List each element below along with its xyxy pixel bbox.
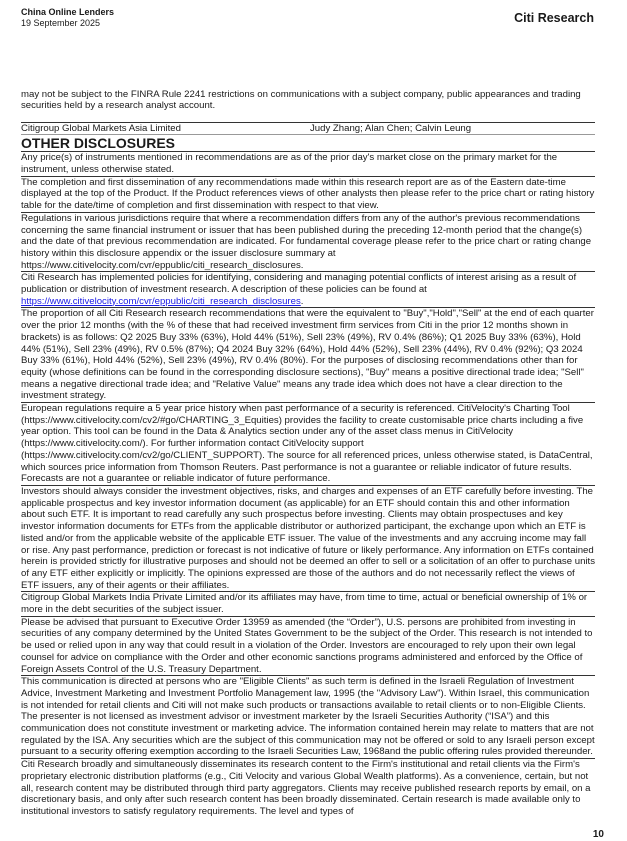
paragraph-text: Please be advised that pursuant to Executive Order 13959 as amended (the “Order”), U.S. persons are prohibited from investing in securities of any company determined by the United States Government to be the subject of the Order. This research is not intended to be used or relied upon in any way that could result in a violation of the Order. Investors are encouraged to rely upon their own legal counsel for advice on compliance with the Order and other economic sanctions programs administered and enforced by the Office of Foreign Assets Control of the U.S. Treasury Department.: [21, 616, 593, 675]
lead-text: may not be subject to the FINRA Rule 2241 restrictions on communications with a subject company, public appearances and trading securities held by a research analyst account.: [21, 88, 581, 112]
entity-row: [21, 123, 595, 136]
disclosure-paragraph: [21, 486, 595, 592]
paragraph-text: European regulations require a 5 year price history when past performance of a security is referenced. CitiVelocity's Charting Tool (https://www.citivelocity.com/cv2/#go/CHARTING_3_Equities) provides the facility to create customisable price charts including a five year option. This tool can be found in the Data & Analytics section under any of the asset class menus in CitiVelocity (https://www.citivelocity.com/). For further information contact CitiVelocity support (https://www.citivelocity.com/cv2/go/CLIENT_SUPPORT). The source for all referenced prices, unless otherwise stated, is DataCentral, which sources price information from Thomson Reuters. Past performance is not a guarantee or reliable indicator of future results. Forecasts are not a guarantee or reliable indicator of future performance.: [21, 403, 593, 485]
disclosure-paragraph: [21, 152, 595, 176]
report-title: China Online Lenders: [21, 7, 115, 17]
page-number: 10: [592, 829, 604, 840]
disclosure-paragraph: [21, 213, 595, 273]
paragraph-text: The proportion of all Citi Research research recommendations that were the equivalent to "Buy","Hold","Sell" at the end of each quarter over the prior 12 months (with the % of these that had received investment firm services from Citi in the prior 12 months shown in brackets) is as follows: Q2 2025 Buy 33% (63%), Hold 44% (51%), Sell 23% (49%), RV 0.4% (86%); Q1 2025 Buy 33% (63%), Hold 44% (51%), Sell 23% (49%), RV 0.5% (87%); Q4 2024 Buy 32% (64%), Hold 44% (52%), Sell 23% (44%), RV 0.4% (92%); Q3 2024 Buy 33% (61%), Hold 44% (52%), Sell 23% (49%), RV 0.4% (80%). For the purposes of disclosing recommendations other than for equity (whose definitions can be found in the corresponding disclosure sections), "Buy" means a positive directional trade idea; "Sell" means a negative directional trade idea; and "Relative Value" means any trade idea which does not have a clear direction to the investment strategy.: [21, 308, 594, 402]
entity-name: Citigroup Global Markets Asia Limited: [21, 122, 181, 134]
paragraph-text: Investors should always consider the investment objectives, risks, and charges and expenses of an ETF carefully before investing. The applicable prospectus and key investor information document (as applicable) for an ETF should contain this and other information about such ETF. It is important to read carefully any such prospectus before investing. Clients may obtain prospectuses and key investor information documents for ETFs from the applicable distributor or authorized participant, the exchange upon which an ETF is listed and/or from the applicable website of the applicable ETF issuer. The value of the investments and any accruing income may fall or rise. Any past performance, prediction or forecast is not indicative of future or likely performance. Any information on ETFs contained herein is provided strictly for illustrative purposes and should not be deemed an offer to sell or a solicitation of an offer to purchase units of any ETF either explicitly or implicitly. The opinions expressed are those of the authors and do not necessarily reflect the views of ETF issuers, any of their agents or their affiliates.: [21, 485, 595, 591]
disclosure-paragraph: [21, 272, 595, 308]
paragraph-text: Citigroup Global Markets India Private Limited and/or its affiliates may have, from time to time, actual or beneficial ownership of 1% or more in the debt securities of the subject issuer.: [21, 592, 588, 616]
paragraph-text-end: .: [300, 295, 304, 307]
lead-paragraph: [21, 89, 595, 123]
paragraph-text: The completion and first dissemination of any recommendations made within this research report are as of the Eastern date-time displayed at the top of the Product. If the Product references views of other analysts then please refer to the price chart or rating history table for the date/time of completion and first dissemination with respect to that view.: [21, 176, 595, 212]
disclosures-content: [21, 79, 595, 818]
disclosure-paragraph: [21, 617, 595, 677]
paragraph-text: [21, 272, 595, 307]
paragraph-text: Any price(s) of instruments mentioned in recommendations are as of the prior day's market close on the primary market for the instrument, unless otherwise stated.: [21, 152, 558, 175]
disclosure-paragraph: [21, 676, 595, 759]
section-heading: OTHER DISCLOSURES: [21, 135, 595, 152]
analyst-names: Judy Zhang; Alan Chen; Calvin Leung: [310, 122, 472, 134]
paragraph-text: This communication is directed at persons who are "Eligible Clients" as such term is defined in the Israeli Regulation of Investment Advice, Investment Marketing and Investment Portfolio Management law, 1995 (the "Advisory Law"). Within Israel, this communication is not intended for retail clients and Citi will not make such products or transactions available to retail clients or to non-Eligible Clients. The presenter is not licensed as investment advisor or investment marketer by the Israeli Securities Authority (“ISA”) and this communication does not constitute investment or marketing advice. The information contained herein may relate to matters that are not regulated by the ISA. Any securities which are the subject of this communication may not be offered or sold to any Israeli person except pursuant to a security offering exemption according to the Israeli Securities Law, 1968and the public offering rules provided thereunder.: [21, 676, 595, 758]
brand-name: Citi Research: [514, 11, 594, 25]
disclosure-paragraph: [21, 177, 595, 213]
disclosure-paragraph: [21, 592, 595, 616]
disclosure-paragraph: [21, 759, 595, 818]
disclosure-paragraph: [21, 308, 595, 403]
paragraph-text: Citi Research broadly and simultaneously disseminates its research content to the Firm's institutional and retail clients via the Firm's proprietary electronic distribution platforms (e.g., Citi Velocity and various Global Wealth platforms). As a convenience, certain, but not all, research content may be distributed through third party aggregators. Clients may receive published research reports by email, on a discretionary basis, and only after such research content has been broadly disseminated. Certain research is made available only to institutional investors to satisfy regulatory requirements. The level and types of: [21, 759, 591, 817]
paragraph-text: Regulations in various jurisdictions require that where a recommendation differs from any of the author's previous recommendations concerning the same financial instrument or issuer that has been published during the preceding 12-month period that the change(s) and the date of that previous recommendation are indicated. For fundamental coverage please refer to the price chart or rating change history within this disclosure appendix or the issuer disclosure summary at https://www.citivelocity.com/cvr/eppublic/citi_research_disclosures.: [21, 212, 592, 271]
disclosures-link[interactable]: https://www.citivelocity.com/cvr/eppublic/citi_research_disclosures: [21, 295, 301, 307]
disclosure-paragraph: [21, 403, 595, 486]
paragraph-text-part: Citi Research has implemented policies for identifying, considering and managing potential conflicts of interest arising as a result of publication or distribution of investment research. A description of these policies can be found at: [21, 272, 577, 296]
report-date: 19 September 2025: [21, 18, 101, 28]
page-header: [21, 7, 114, 29]
